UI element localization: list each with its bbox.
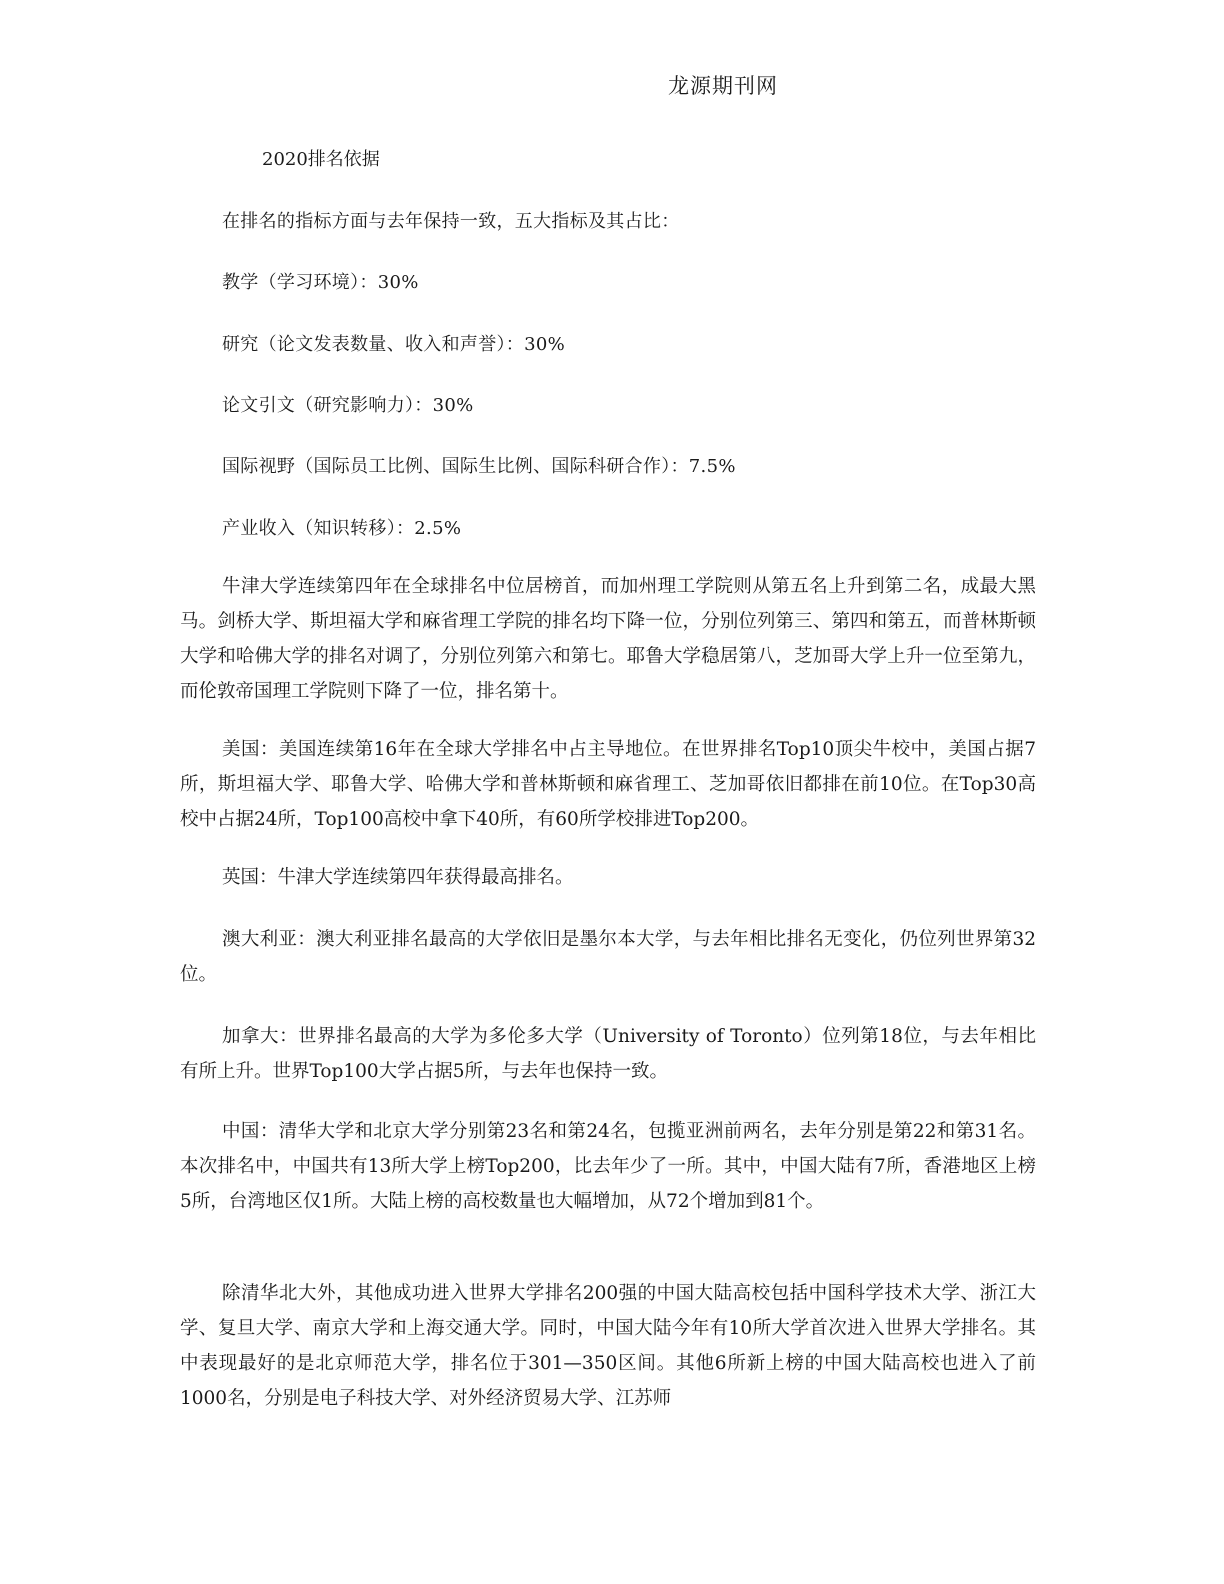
paragraph-usa: 美国：美国连续第16年在全球大学排名中占主导地位。在世界排名Top10顶尖牛校中，美国占据7所，斯坦福大学、耶鲁大学、哈佛大学和普林斯顿和麻省理工、芝加哥依旧都排在前10位。在Top30高校中占据24所，Top100高校中拿下40所，有60所学校排进Top200。 [180,739,1036,830]
paragraph-australia: 澳大利亚：澳大利亚排名最高的大学依旧是墨尔本大学，与去年相比排名无变化，仍位列世界第32位。 [180,929,1036,985]
paragraph-china-mainland: 除清华北大外，其他成功进入世界大学排名200强的中国大陆高校包括中国科学技术大学、浙江大学、复旦大学、南京大学和上海交通大学。同时，中国大陆今年有10所大学首次进入世界大学排名。其中表现最好的是北京师范大学，排名位于301—350区间。其他6所新上榜的中国大陆高校也进入了前1000名，分别是电子科技大学、对外经济贸易大学、江苏师 [180,1283,1036,1409]
paragraph-canada: 加拿大：世界排名最高的大学为多伦多大学（University of Toronto）位列第18位，与去年相比有所上升。世界Top100大学占据5所，与去年也保持一致。 [180,1026,1036,1082]
indicator-item: 论文引文（研究影响力）：30% [222,395,474,416]
indicator-item: 产业收入（知识转移）：2.5% [222,518,462,539]
paragraph-china: 中国：清华大学和北京大学分别第23名和第24名，包揽亚洲前两名，去年分别是第22和第31名。本次排名中，中国共有13所大学上榜Top200，比去年少了一所。其中，中国大陆有7所，香港地区上榜5所，台湾地区仅1所。大陆上榜的高校数量也大幅增加，从72个增加到81个。 [180,1121,1036,1212]
site-header: 龙源期刊网 [668,74,778,98]
indicator-item: 研究（论文发表数量、收入和声誉）：30% [222,334,566,355]
indicator-item: 国际视野（国际员工比例、国际生比例、国际科研合作）：7.5% [222,456,736,477]
indicator-item: 教学（学习环境）：30% [222,272,419,293]
paragraph-overall-ranking: 牛津大学连续第四年在全球排名中位居榜首，而加州理工学院则从第五名上升到第二名，成最大黑马。剑桥大学、斯坦福大学和麻省理工学院的排名均下降一位，分别位列第三、第四和第五，而普林斯顿大学和哈佛大学的排名对调了，分别位列第六和第七。耶鲁大学稳居第八，芝加哥大学上升一位至第九，而伦敦帝国理工学院则下降了一位，排名第十。 [180,576,1036,702]
paragraph-uk: 英国：牛津大学连续第四年获得最高排名。 [222,867,574,888]
indicators-intro: 在排名的指标方面与去年保持一致，五大指标及其占比： [222,211,680,232]
section-heading: 2020排名依据 [262,149,380,170]
